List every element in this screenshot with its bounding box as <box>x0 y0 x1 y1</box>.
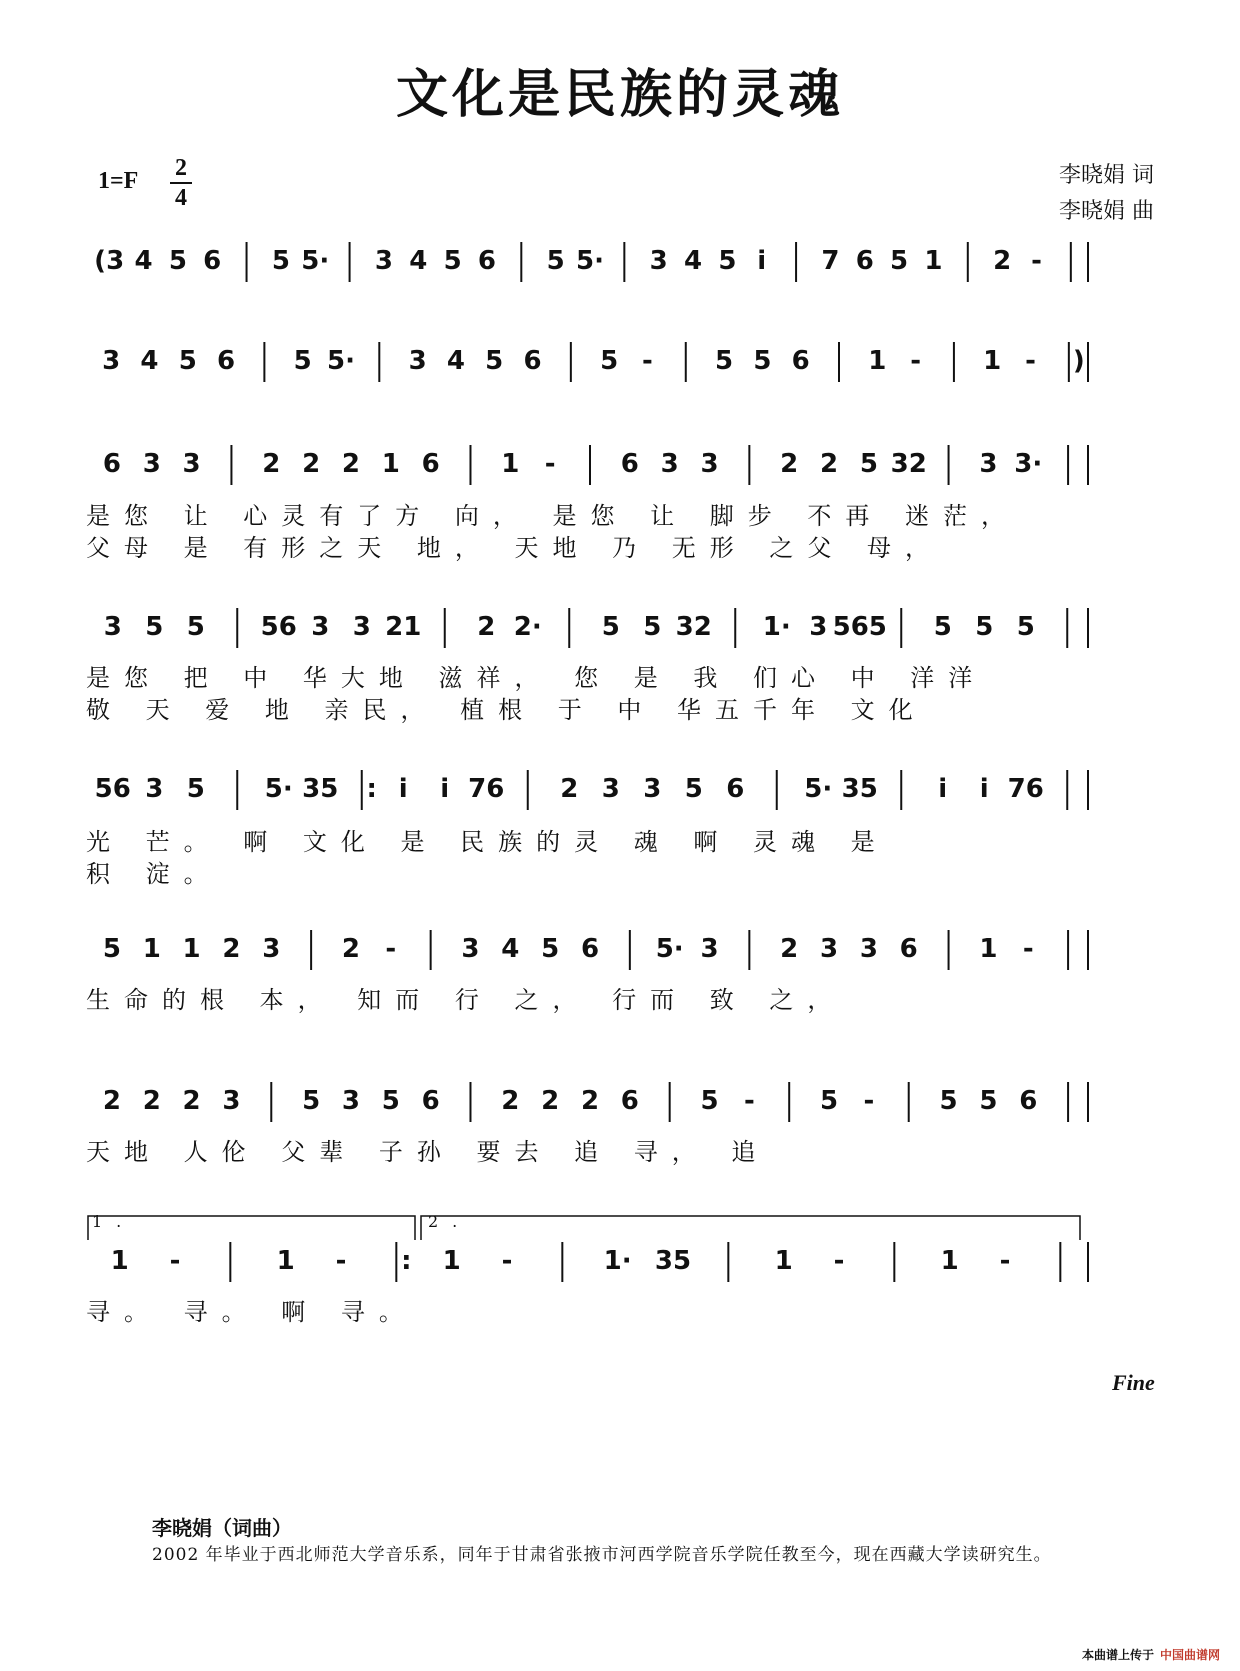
note: 4 <box>501 934 520 964</box>
note: 7 <box>821 246 840 276</box>
note: 1 <box>182 934 201 964</box>
note: 2 <box>501 1086 520 1116</box>
note: - <box>1025 346 1036 376</box>
note: 5 <box>381 1086 400 1116</box>
note: 32 <box>890 449 927 479</box>
note: 5 <box>718 246 737 276</box>
note: 6 <box>102 449 121 479</box>
note: 6 <box>899 934 918 964</box>
note: 32 <box>675 612 712 642</box>
note: 6 <box>791 346 810 376</box>
note: 6 <box>523 346 542 376</box>
note: 4 <box>409 246 428 276</box>
note: 5 <box>890 246 909 276</box>
note: 3 <box>859 934 878 964</box>
note: 4 <box>134 246 153 276</box>
note: 5 <box>753 346 772 376</box>
note: 5· <box>655 934 684 964</box>
note: 5 <box>485 346 504 376</box>
note: 5 <box>933 612 952 642</box>
page-title: 文化是民族的灵魂 <box>395 64 844 125</box>
note: 76 <box>468 774 505 804</box>
footer <box>1082 1646 1220 1663</box>
note: 2 <box>182 1086 201 1116</box>
note: 3 <box>461 934 480 964</box>
note: 1 <box>381 449 400 479</box>
note: 6 <box>855 246 874 276</box>
note: - <box>385 934 397 964</box>
footer-brand: 中国曲谱网 <box>1159 1648 1220 1662</box>
note: - <box>169 1246 181 1276</box>
note: - <box>501 1246 513 1276</box>
note: 5 <box>684 774 703 804</box>
note: 35 <box>302 774 339 804</box>
note: 5 <box>975 612 994 642</box>
footer-upload: 本曲谱上传于 <box>1081 1648 1154 1662</box>
note: 6 <box>726 774 745 804</box>
note: 3 <box>352 612 371 642</box>
note: 5· <box>327 346 355 376</box>
time-bottom: 4 <box>175 185 187 211</box>
note: 5· <box>804 774 833 804</box>
note: 6 <box>620 1086 639 1116</box>
note: 5 <box>102 934 121 964</box>
note: - <box>1022 934 1034 964</box>
note: 1 <box>442 1246 461 1276</box>
note: 3· <box>1014 449 1043 479</box>
lyricist: 李晓娟 词 <box>1059 163 1154 188</box>
note: 3 <box>809 612 828 642</box>
note: 3 <box>102 346 121 376</box>
note: 3 <box>311 612 330 642</box>
note: 2 <box>541 1086 560 1116</box>
note: 5 <box>271 246 290 276</box>
note: 3 <box>341 1086 360 1116</box>
note: 3 <box>262 934 281 964</box>
note: i <box>398 774 408 804</box>
note: 2 <box>780 449 799 479</box>
note: - <box>910 346 922 376</box>
note: i <box>440 774 450 804</box>
note: 1 <box>142 934 161 964</box>
note: 6 <box>217 346 236 376</box>
note: 56 <box>94 774 131 804</box>
note: : <box>401 1246 412 1276</box>
note: 6 <box>580 934 600 964</box>
note: 1 <box>774 1246 793 1276</box>
note: 1 <box>868 346 887 376</box>
note: 2 <box>222 934 241 964</box>
note: 35 <box>841 774 878 804</box>
note: 4 <box>446 346 465 376</box>
lyric-line: 是您 把 中 华大地 滋祥， 您 是 我 们心 中 洋洋 <box>86 664 987 692</box>
note: 3 <box>601 774 620 804</box>
note: i <box>979 774 989 804</box>
note: 2 <box>142 1086 161 1116</box>
note: 2 <box>560 774 579 804</box>
note: 1 <box>276 1246 295 1276</box>
volta-bracket <box>88 1216 1080 1240</box>
note: 3 <box>408 346 427 376</box>
note: 3 <box>649 246 668 276</box>
note: 1 <box>979 934 998 964</box>
volta-2: 2. <box>428 1212 472 1231</box>
note: 5 <box>819 1086 839 1116</box>
note: 6 <box>421 1086 440 1116</box>
note: i <box>757 246 767 276</box>
note: 3 <box>222 1086 241 1116</box>
volta-1: 1. <box>92 1212 136 1231</box>
note: 6 <box>620 449 639 479</box>
note: 3 <box>660 449 679 479</box>
note: 35 <box>654 1246 692 1276</box>
note: 3 <box>819 934 839 964</box>
note: 5 <box>700 1086 719 1116</box>
note: - <box>833 1246 845 1276</box>
note: 1· <box>603 1246 632 1276</box>
bio-heading: 李晓娟（词曲） <box>152 1516 292 1540</box>
lyric-line: 敬 天 爱 地 亲民， 植根 于 中 华五千年 文化 <box>86 696 927 724</box>
note: 2 <box>580 1086 600 1116</box>
note: 5· <box>264 774 293 804</box>
note: 5 <box>979 1086 998 1116</box>
note: (3 <box>94 246 125 276</box>
note: 5· <box>301 246 330 276</box>
note: 1 <box>983 346 1002 376</box>
note: 3 <box>182 449 201 479</box>
note: : <box>366 774 377 804</box>
note: 2 <box>302 449 321 479</box>
note: 21 <box>385 612 422 642</box>
note: 5 <box>715 346 734 376</box>
note: 76 <box>1007 774 1044 804</box>
note: 6 <box>1019 1086 1038 1116</box>
note: 5 <box>186 774 205 804</box>
note: 3 <box>643 774 662 804</box>
time-top: 2 <box>175 155 187 181</box>
note: 5· <box>576 246 604 276</box>
note: - <box>642 346 653 376</box>
lyric-line: 积 淀。 <box>86 860 222 888</box>
note: 5 <box>145 612 164 642</box>
note: 5 <box>546 246 565 276</box>
note: 4 <box>140 346 159 376</box>
note: - <box>743 1086 755 1116</box>
lyric-line: 光 芒。 啊 文化 是 民族的灵 魂 啊 灵魂 是 <box>86 828 889 856</box>
note: 5 <box>939 1086 958 1116</box>
note: - <box>544 449 556 479</box>
note: 1 <box>110 1246 129 1276</box>
note: 3 <box>374 246 393 276</box>
note: 5 <box>302 1086 321 1116</box>
lyric-line: 是您 让 心灵有了方 向， 是您 让 脚步 不再 迷茫， <box>86 502 1020 530</box>
note: 3 <box>145 774 164 804</box>
note: - <box>863 1086 875 1116</box>
note: 2 <box>341 934 360 964</box>
note: 6 <box>203 246 222 276</box>
note: 3 <box>700 449 719 479</box>
note: 1 <box>940 1246 959 1276</box>
note: 2 <box>780 934 799 964</box>
note: 2 <box>819 449 839 479</box>
note: 2 <box>477 612 496 642</box>
note: - <box>1031 246 1042 276</box>
note: 3 <box>142 449 161 479</box>
note: 5 <box>443 246 462 276</box>
note: 3 <box>700 934 719 964</box>
note: 5 <box>293 346 312 376</box>
note: 2 <box>993 246 1012 276</box>
composer: 李晓娟 曲 <box>1059 199 1154 224</box>
note: 6 <box>477 246 496 276</box>
note: 565 <box>832 612 887 642</box>
note: 4 <box>683 246 703 276</box>
note: 2 <box>262 449 281 479</box>
lyric-line: 天地 人伦 父辈 子孙 要去 追 寻， 追 <box>86 1138 770 1166</box>
bio-text: 2002 年毕业于西北师范大学音乐系，同年于甘肃省张掖市河西学院音乐学院任教至今，现在西藏大学读研究生。 <box>152 1545 1052 1565</box>
note: 5 <box>168 246 187 276</box>
note: 5 <box>178 346 197 376</box>
fine-mark: Fine <box>1112 1370 1155 1395</box>
note: 3 <box>103 612 122 642</box>
note: 6 <box>421 449 440 479</box>
lyric-line: 寻。 寻。 啊 寻。 <box>86 1298 417 1326</box>
note: 5 <box>186 612 205 642</box>
note: 5 <box>1016 612 1035 642</box>
note: 2 <box>102 1086 121 1116</box>
note: 2· <box>513 612 542 642</box>
note: 5 <box>859 449 878 479</box>
note: 56 <box>260 612 297 642</box>
key-signature: 1=F <box>98 168 139 194</box>
note: 1· <box>762 612 791 642</box>
note: 1 <box>501 449 520 479</box>
note: i <box>938 774 948 804</box>
note: 2 <box>341 449 360 479</box>
note: 5 <box>643 612 662 642</box>
note: 1 <box>924 246 943 276</box>
note: - <box>335 1246 347 1276</box>
note: 5 <box>541 934 560 964</box>
lyric-line: 生命的根 本， 知而 行 之， 行而 致 之， <box>86 986 846 1014</box>
lyric-line: 父母 是 有形之天 地， 天地 乃 无形 之父 母， <box>86 534 944 562</box>
note: 5 <box>601 612 620 642</box>
note: ) <box>1072 346 1085 376</box>
note: - <box>999 1246 1011 1276</box>
note: 5 <box>600 346 619 376</box>
note: 3 <box>979 449 998 479</box>
